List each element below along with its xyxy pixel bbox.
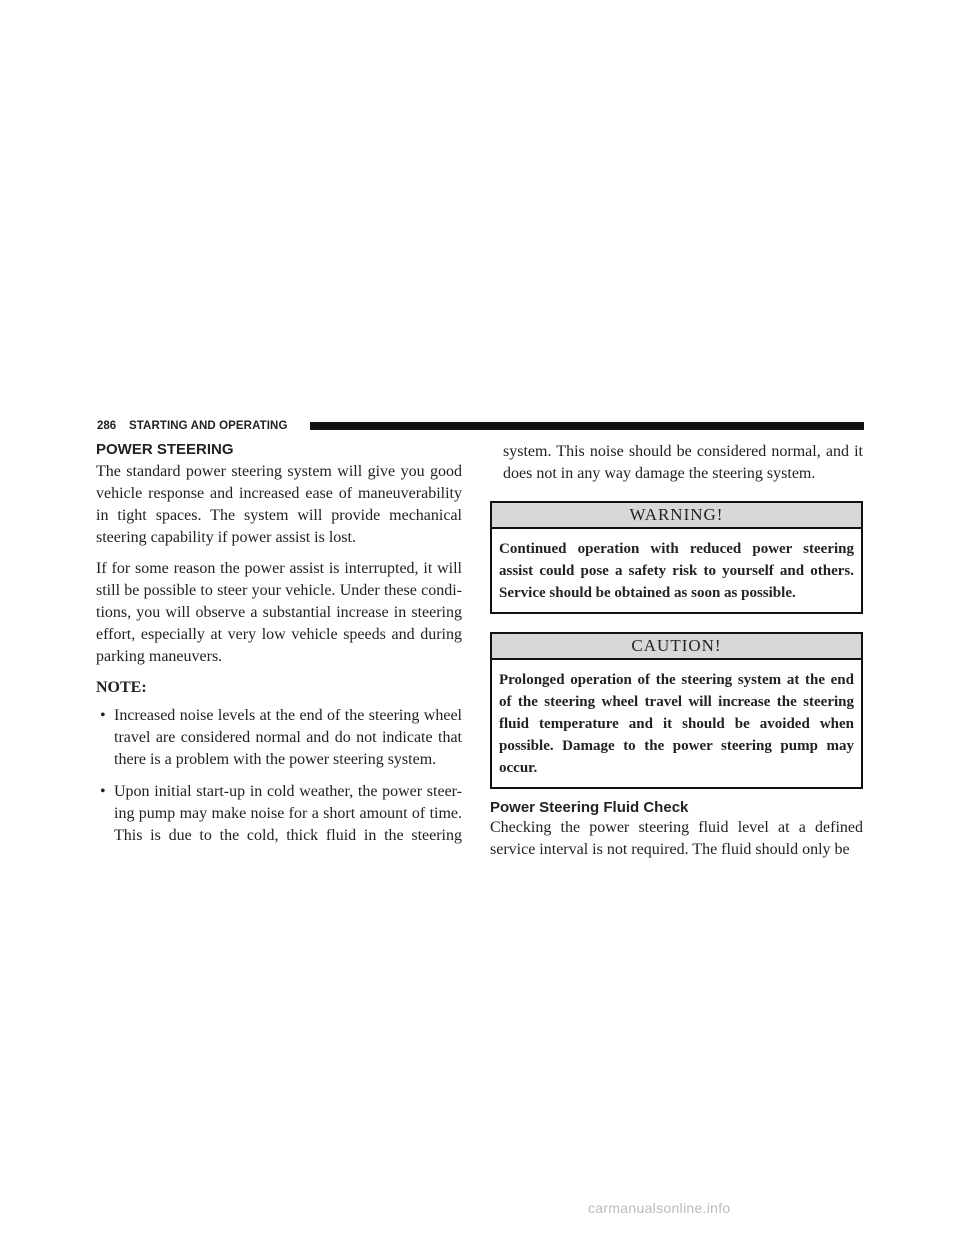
bullet-text-2: Upon initial start-up in cold weather, the power steer- ing pump may make noise for a short amount of time. This is due to the cold, thick fluid in the steering (114, 783, 462, 844)
list-item (96, 781, 462, 847)
page-number: 286 (97, 420, 117, 432)
warning-title: WARNING! (492, 503, 861, 529)
caution-text: Prolonged operation of the steering system at the end of the steering wheel travel will increase the steering fluid temperature and it should be avoided when possible. Damage to the power steering pump may occur. (499, 672, 854, 776)
caution-box (490, 632, 863, 789)
page-header (96, 419, 864, 433)
fluid-check-heading: Power Steering Fluid Check (490, 799, 689, 816)
caution-title: CAUTION! (492, 634, 861, 660)
bullet-text-1: Increased noise levels at the end of the steering wheel travel are considered normal and do not indicate that there is a problem with the power steering system. (114, 707, 462, 768)
bullet-icon: • (100, 783, 106, 800)
warning-box (490, 501, 863, 614)
power-steering-para-2: If for some reason the power assist is interrupted, it will still be possible to steer your vehicle. Under these condi- tions, you will observe a substantial increase in steering effort, especially at very low vehicle speeds and during parking maneuvers. (96, 560, 462, 665)
header-rule (310, 422, 864, 430)
watermark: carmanualsonline.info (588, 1200, 731, 1216)
note-label: NOTE: (96, 679, 147, 696)
bullet-continuation: system. This noise should be considered normal, and it does not in any way damage the steering system. (503, 443, 863, 482)
warning-text: Continued operation with reduced power steering assist could pose a safety risk to yourself and others. Service should be obtained as soon as possible. (499, 541, 854, 601)
power-steering-para-1: The standard power steering system will give you good vehicle response and increased ease of maneuverability in tight spaces. The system will provide mechanical steering capability if power assist is lost. (96, 463, 462, 546)
list-item (96, 705, 462, 771)
left-column (96, 441, 462, 847)
power-steering-heading: POWER STEERING (96, 441, 234, 458)
bullet-icon: • (100, 707, 106, 724)
fluid-check-text: Checking the power steering fluid level at a defined service interval is not required. The fluid should only be (490, 819, 863, 858)
section-title: STARTING AND OPERATING (129, 420, 288, 432)
right-column (490, 441, 863, 861)
